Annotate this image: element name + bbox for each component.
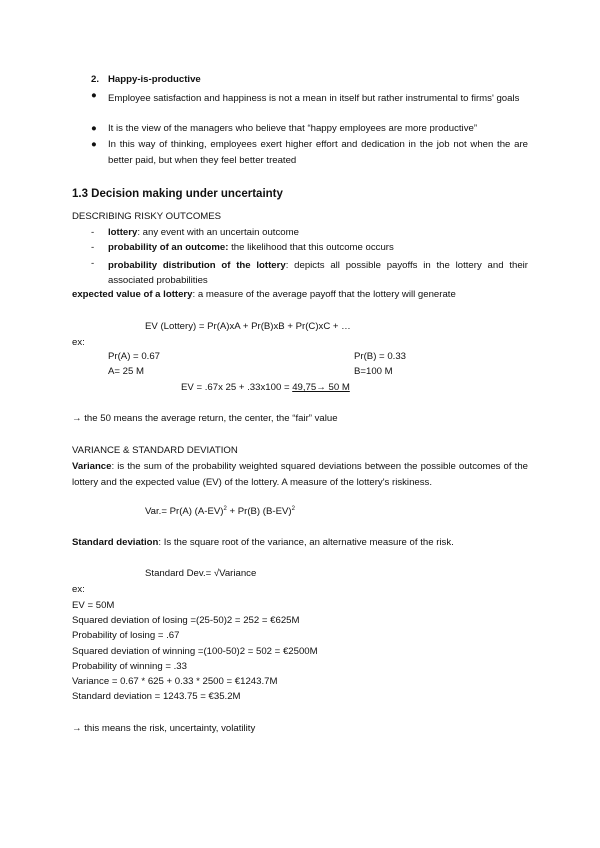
ex-label: ex:: [72, 584, 85, 595]
calc-line: EV = 50M: [72, 600, 115, 611]
bullet-dot: ●: [91, 139, 97, 150]
arrow-note: → the 50 means the average return, the center, the “fair” value: [72, 413, 338, 424]
bullet-text: It is the view of the managers who believe that “happy employees are more productive”: [108, 123, 478, 134]
superscript: 2: [223, 505, 227, 512]
desc: : a measure of the average payoff that the lottery will generate: [192, 289, 456, 300]
final-note: → this means the risk, uncertainty, volatility: [72, 723, 256, 734]
list-item: [108, 227, 299, 239]
ev-calc: [181, 382, 350, 394]
variance-definition: [72, 459, 528, 491]
section-heading: 1.3 Decision making under uncertainty: [72, 188, 283, 200]
pr-a: Pr(A) = 0.67: [108, 351, 160, 362]
calc-line: Standard deviation = 1243.75 = €35.2M: [72, 691, 241, 702]
term: probability distribution of the lottery: [108, 260, 286, 271]
term: lottery: [108, 227, 138, 238]
term: probability of an outcome:: [108, 242, 229, 253]
pr-b: Pr(B) = 0.33: [354, 351, 406, 362]
bullet-dot: ●: [91, 123, 97, 134]
list-item: [108, 258, 528, 288]
sd-definition: [72, 537, 454, 549]
dash: -: [91, 227, 95, 238]
term: Variance: [72, 461, 112, 472]
bullet-text: Employee satisfaction and happiness is not a mean in itself but rather instrumental to firms' goals: [108, 93, 520, 104]
ev-definition: [72, 289, 456, 301]
ev-calc-prefix: EV = .67x 25 + .33x100 =: [181, 382, 293, 393]
calc-line: Squared deviation of losing =(25-50)2 = 252 = €625M: [72, 615, 300, 626]
calc-line: Probability of losing = .67: [72, 630, 180, 641]
b-value: B=100 M: [354, 366, 393, 377]
sd-formula: Standard Dev.= √Variance: [145, 568, 257, 579]
describing-label: DESCRIBING RISKY OUTCOMES: [72, 211, 222, 222]
dash: -: [91, 242, 95, 253]
desc: : any event with an uncertain outcome: [137, 227, 299, 238]
ex-label: ex:: [72, 337, 85, 348]
a-value: A= 25 M: [108, 366, 144, 377]
section-number: 2.: [91, 74, 100, 85]
variance-label: VARIANCE & STANDARD DEVIATION: [72, 445, 238, 456]
desc: : Is the square root of the variance, an alternative measure of the risk.: [158, 537, 454, 548]
desc: the likelihood that this outcome occurs: [228, 242, 394, 253]
formula-part: + Pr(B) (B-EV): [226, 506, 292, 517]
bullet-text: In this way of thinking, employees exert higher effort and dedication in the job not when the are better paid, but when they feel better treated: [108, 139, 528, 166]
ev-formula: EV (Lottery) = Pr(A)xA + Pr(B)xB + Pr(C)xC + …: [145, 321, 351, 332]
term: Standard deviation: [72, 537, 159, 548]
calc-line: Variance = 0.67 * 625 + 0.33 * 2500 = €1243.7M: [72, 676, 278, 687]
term: expected value of a lottery: [72, 289, 193, 300]
desc: : is the sum of the probability weighted squared deviations between the possible outcomes of the lottery and the expected value (EV) of the lottery. A measure of the lottery's riskiness.: [72, 461, 528, 488]
bullet-dot: ●: [91, 90, 97, 101]
ev-calc-result: 49,75→ 50 M: [292, 382, 350, 393]
calc-line: Squared deviation of winning =(100-50)2 = 502 = €2500M: [72, 646, 318, 657]
calc-line: Probability of winning = .33: [72, 661, 187, 672]
variance-formula: [145, 506, 295, 518]
formula-part: Var.= Pr(A) (A-EV): [145, 506, 224, 517]
desc: : depicts all possible payoffs in the lottery and their associated probabilities: [108, 260, 528, 286]
dash: -: [91, 258, 95, 269]
section-title: Happy-is-productive: [108, 74, 201, 85]
superscript: 2: [291, 505, 295, 512]
list-item: [108, 242, 394, 254]
